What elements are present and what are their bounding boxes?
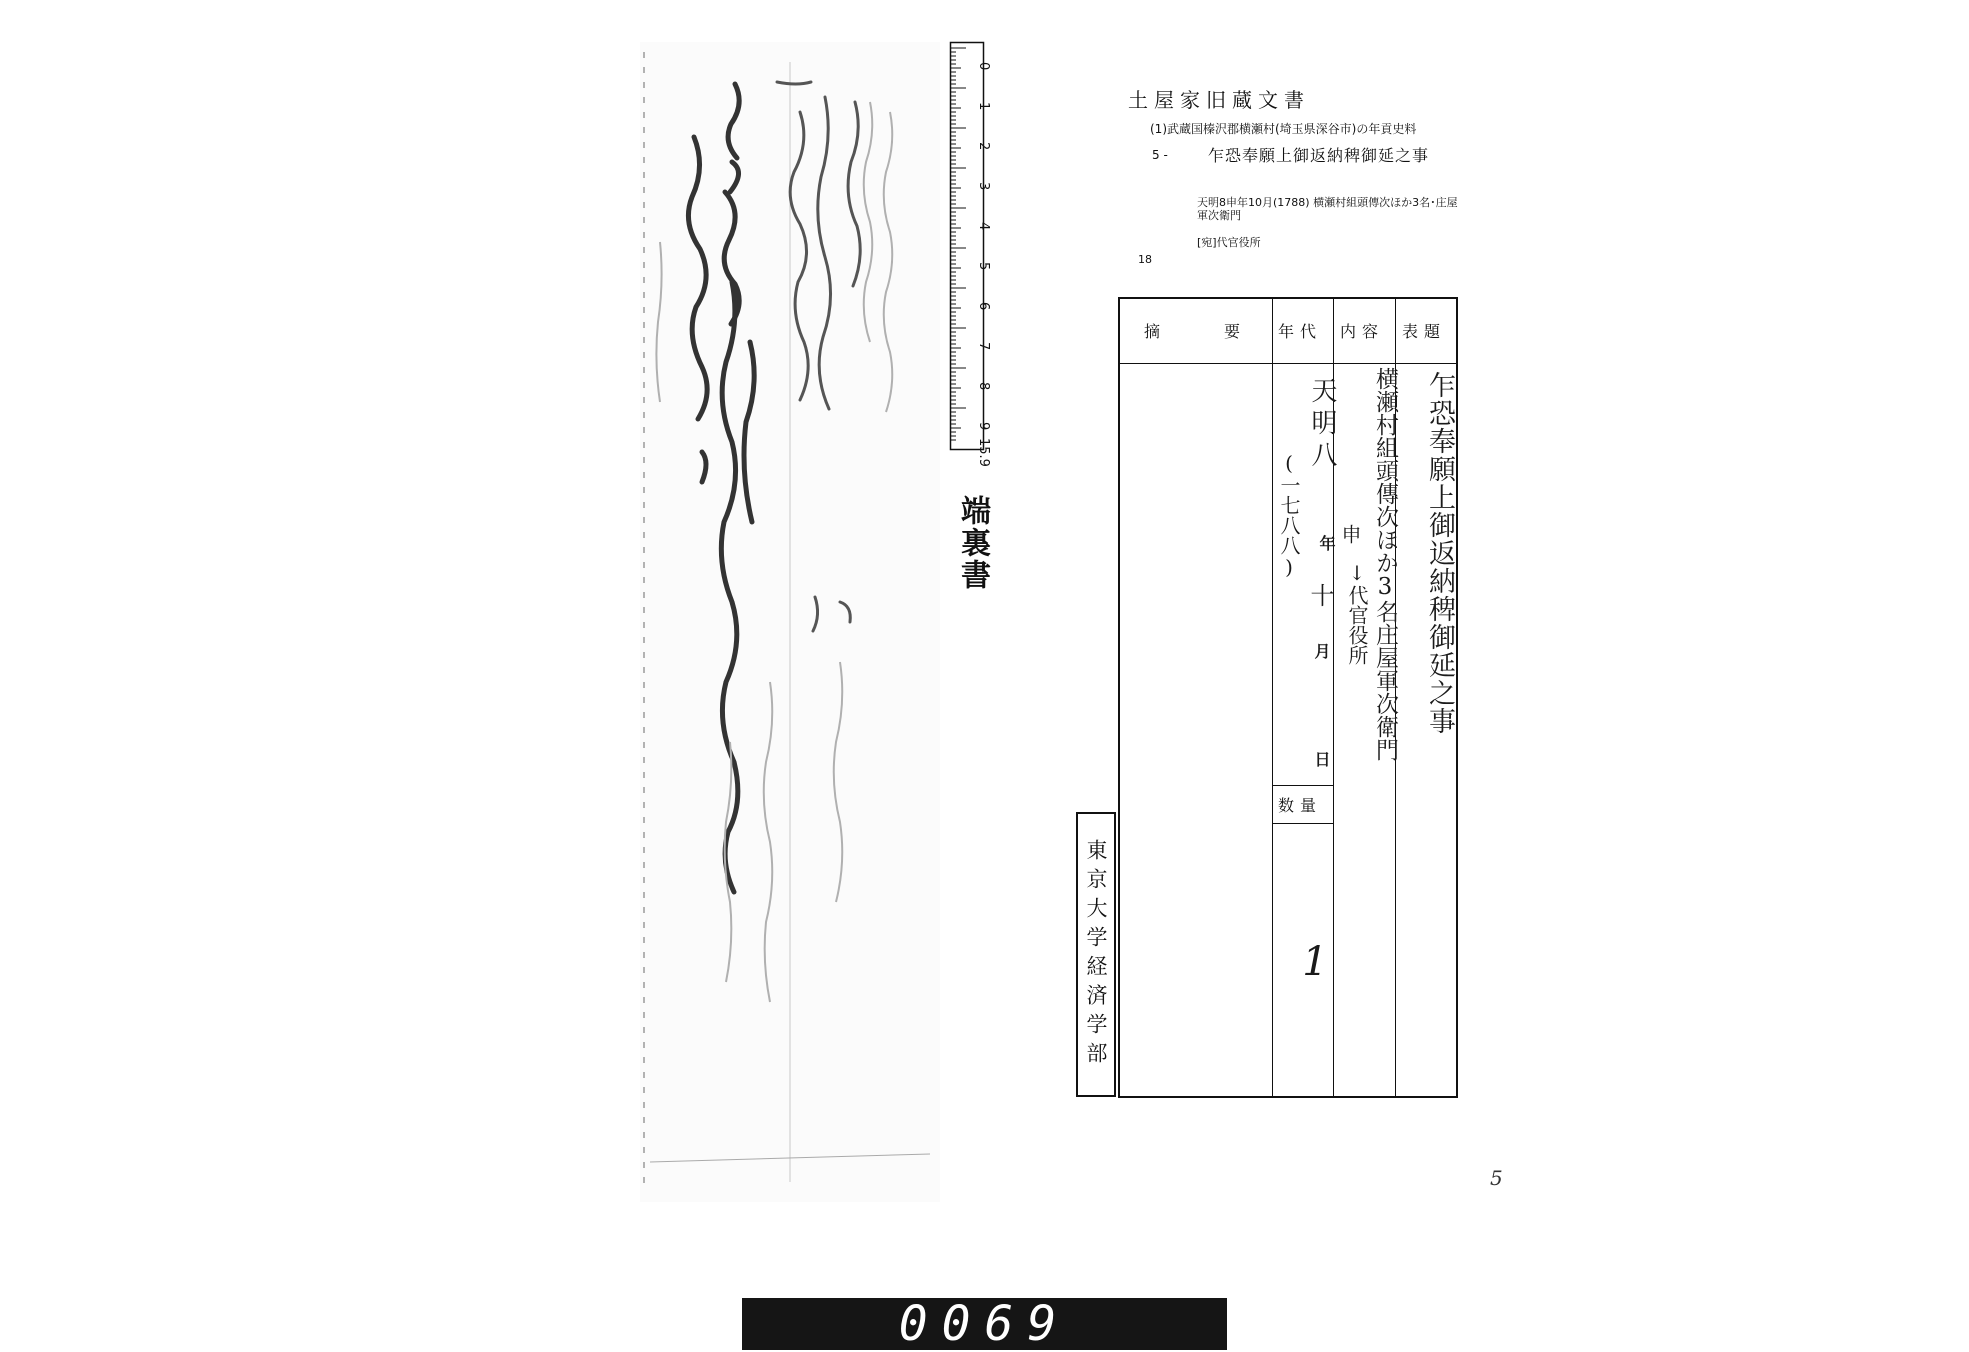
card-header-rule (1120, 363, 1456, 364)
header-title: 表題 (1402, 322, 1447, 341)
ruler-label: 1 (976, 102, 991, 111)
card-quantity-rule (1272, 785, 1333, 786)
ruler-label: 9 (976, 422, 991, 431)
ruler-label: 3 (976, 182, 991, 191)
ruler-label: 2 (976, 142, 991, 151)
ruler-label: 15.9 (976, 438, 991, 467)
frame-number-bar (742, 1298, 1227, 1350)
ruler-label: 0 (976, 62, 991, 71)
eto-value: 申 (1338, 524, 1362, 544)
ruler-label: 5 (976, 262, 991, 271)
measurement-ruler (950, 42, 991, 467)
month-char: 月 (1312, 643, 1331, 659)
frame-number: 0069 (898, 1296, 1071, 1352)
item-title: 乍恐奉願上御返納稗御延之事 (1208, 146, 1430, 165)
page-number: 18 (1138, 253, 1152, 266)
card-quantity-rule (1272, 823, 1333, 824)
item-addressee: [宛]代官役所 (1197, 236, 1261, 249)
series-subtitle: (1)武蔵国榛沢郡横瀬村(埼玉県深谷市)の年貢史料 (1150, 122, 1417, 136)
ruler-label: 6 (976, 302, 991, 311)
header-summary: 摘 要 (1144, 322, 1245, 341)
card-divider (1272, 299, 1273, 1096)
university-stamp (1076, 812, 1116, 1097)
stamp-text: 東京大学経済学部 (1084, 838, 1108, 1071)
quantity-value: 1 (1292, 939, 1338, 985)
ruler-label: 8 (976, 382, 991, 391)
item-number: 5 - (1152, 148, 1168, 162)
header-content: 内容 (1340, 322, 1385, 341)
header-date: 年代 (1278, 322, 1323, 341)
month-value: 十 (1306, 583, 1334, 607)
content-value-2: ↓代官役所 (1345, 561, 1369, 665)
ruler-label: 7 (976, 342, 991, 351)
item-date-sender: 天明8申年10月(1788) 横瀬村組頭傳次ほか3名･庄屋軍次衛門 (1197, 196, 1458, 222)
year-char: 年 (1317, 535, 1336, 551)
collection-title: 土屋家旧蔵文書 (1128, 88, 1310, 112)
side-label: 端裏書 (955, 495, 990, 591)
content-value-1: 横瀬村組頭傳次ほか3名庄屋軍次衛門 (1372, 367, 1398, 761)
day-char: 日 (1312, 751, 1331, 767)
ruler-label: 4 (976, 222, 991, 231)
era-value: 天明八 (1307, 377, 1337, 473)
title-value: 乍恐奉願上御返納稗御延之事 (1424, 371, 1455, 735)
western-year: (一七八八) (1277, 451, 1301, 579)
catalog-card (1118, 297, 1458, 1098)
manuscript-scan (640, 42, 940, 1202)
page-corner-mark: 5 (1490, 1166, 1503, 1190)
header-quantity: 数量 (1278, 796, 1323, 815)
